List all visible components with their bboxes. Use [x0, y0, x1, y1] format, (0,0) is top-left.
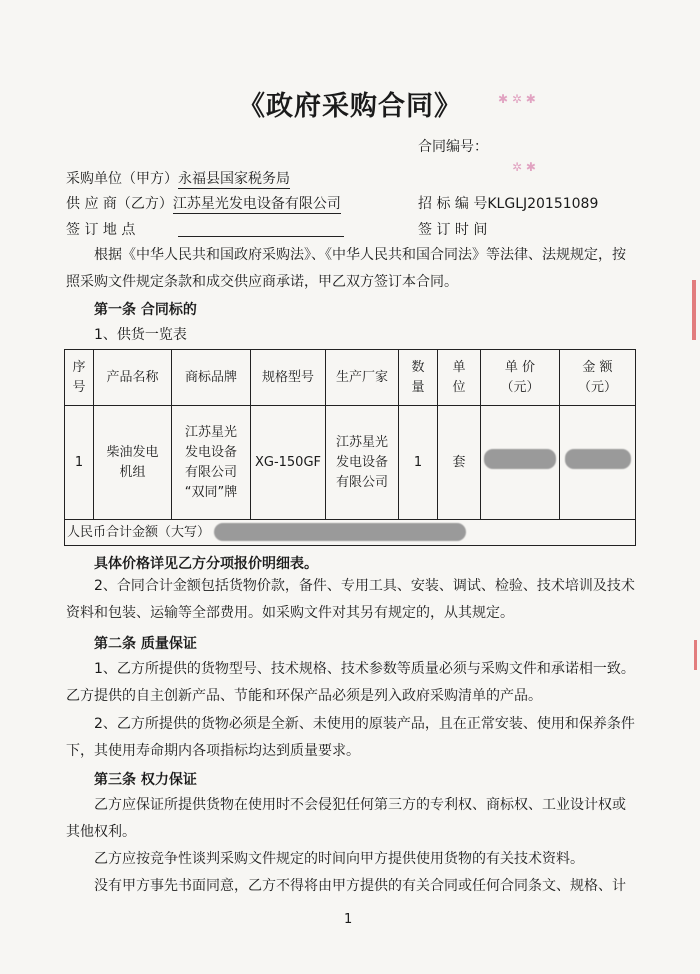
cell-maker: 江苏星光 发电设备 有限公司 [326, 406, 399, 520]
document-title: 《政府采购合同》 [238, 91, 462, 122]
header-name: 产品名称 [94, 350, 172, 406]
item-2-paragraph: 2、合同合计金额包括货物价款，备件、专用工具、安装、调试、检验、技术培训及技术资料和包装、运输等全部费用。如采购文件对其另有规定的，从其规定。 [66, 578, 635, 621]
stamp-mark-icon: ✲ ✱ [512, 160, 536, 174]
buyer-label: 采购单位（甲方） [66, 171, 178, 187]
edge-mark [692, 280, 696, 340]
header-model: 规格型号 [251, 350, 326, 406]
table-header-row [65, 350, 636, 406]
tender-no-value: KLGLJ20151089 [487, 196, 599, 212]
cell-qty: 1 [399, 406, 438, 520]
supplier-row [66, 193, 341, 213]
page-number: 1 [344, 912, 353, 927]
redacted-price [484, 449, 556, 469]
cell-price [481, 406, 560, 520]
sign-place-label: 签 订 地 点 [66, 222, 136, 238]
intro-paragraph: 根据《中华人民共和国政府采购法》、《中华人民共和国合同法》等法律、法规规定，按照采购文件规定条款和成交供应商承诺，甲乙双方签订本合同。 [66, 247, 626, 290]
quality-2-paragraph: 2、乙方所提供的货物必须是全新、未使用的原装产品，且在正常安装、使用和保养条件下，其使用寿命期内各项指标均达到质量要求。 [66, 716, 635, 759]
buyer-value: 永福县国家税务局 [178, 171, 290, 187]
header-unit: 单 位 [438, 350, 481, 406]
cell-seq: 1 [65, 406, 94, 520]
header-amount: 金 额 （元） [560, 350, 636, 406]
cell-brand: 江苏星光 发电设备 有限公司 “双同”牌 [172, 406, 251, 520]
supply-list-title: 1、供货一览表 [94, 327, 187, 343]
redacted-amount [565, 449, 631, 469]
total-label: 人民币合计金额（大写） [67, 524, 211, 540]
rights-3-paragraph: 没有甲方事先书面同意，乙方不得将由甲方提供的有关合同或任何合同条文、规格、计 [94, 878, 626, 894]
header-brand: 商标品牌 [172, 350, 251, 406]
tender-no-row [418, 193, 598, 213]
rights-2-paragraph: 乙方应按竞争性谈判采购文件规定的时间向甲方提供使用货物的有关技术资料。 [94, 851, 584, 867]
cell-unit: 套 [438, 406, 481, 520]
table-row [65, 406, 636, 520]
tender-no-label: 招 标 编 号 [418, 196, 488, 212]
contract-no-label: 合同编号： [418, 139, 488, 155]
header-maker: 生产厂家 [326, 350, 399, 406]
cell-model: XG-150GF [251, 406, 326, 520]
cell-name: 柴油发电 机组 [94, 406, 172, 520]
cell-amount [560, 406, 636, 520]
redacted-total [214, 523, 466, 541]
header-price: 单 价 （元） [481, 350, 560, 406]
total-cell [65, 520, 636, 546]
supplier-value: 江苏星光发电设备有限公司 [172, 196, 341, 212]
edge-mark [694, 640, 697, 670]
article-2-heading: 第二条 质量保证 [94, 636, 197, 652]
rights-1-paragraph: 乙方应保证所提供货物在使用时不会侵犯任何第三方的专利权、商标权、工业设计权或其他权利。 [66, 797, 626, 840]
article-1-heading: 第一条 合同标的 [94, 302, 197, 318]
header-qty: 数 量 [399, 350, 438, 406]
stamp-mark-icon: ✱ ✲ ✱ [498, 92, 536, 106]
quality-1-paragraph: 1、乙方所提供的货物型号、技术规格、技术参数等质量必须与采购文件和承诺相一致。乙方提供的自主创新产品、节能和环保产品必须是列入政府采购清单的产品。 [66, 661, 635, 704]
price-note: 具体价格详见乙方分项报价明细表。 [94, 556, 318, 572]
table-total-row [65, 520, 636, 546]
buyer-row [66, 168, 290, 188]
supplier-label: 供 应 商（乙方） [66, 196, 173, 212]
header-seq: 序 号 [65, 350, 94, 406]
sign-place-underline [178, 236, 344, 237]
article-3-heading: 第三条 权力保证 [94, 772, 197, 788]
supply-table [64, 349, 636, 546]
sign-time-label: 签 订 时 间 [418, 222, 488, 238]
